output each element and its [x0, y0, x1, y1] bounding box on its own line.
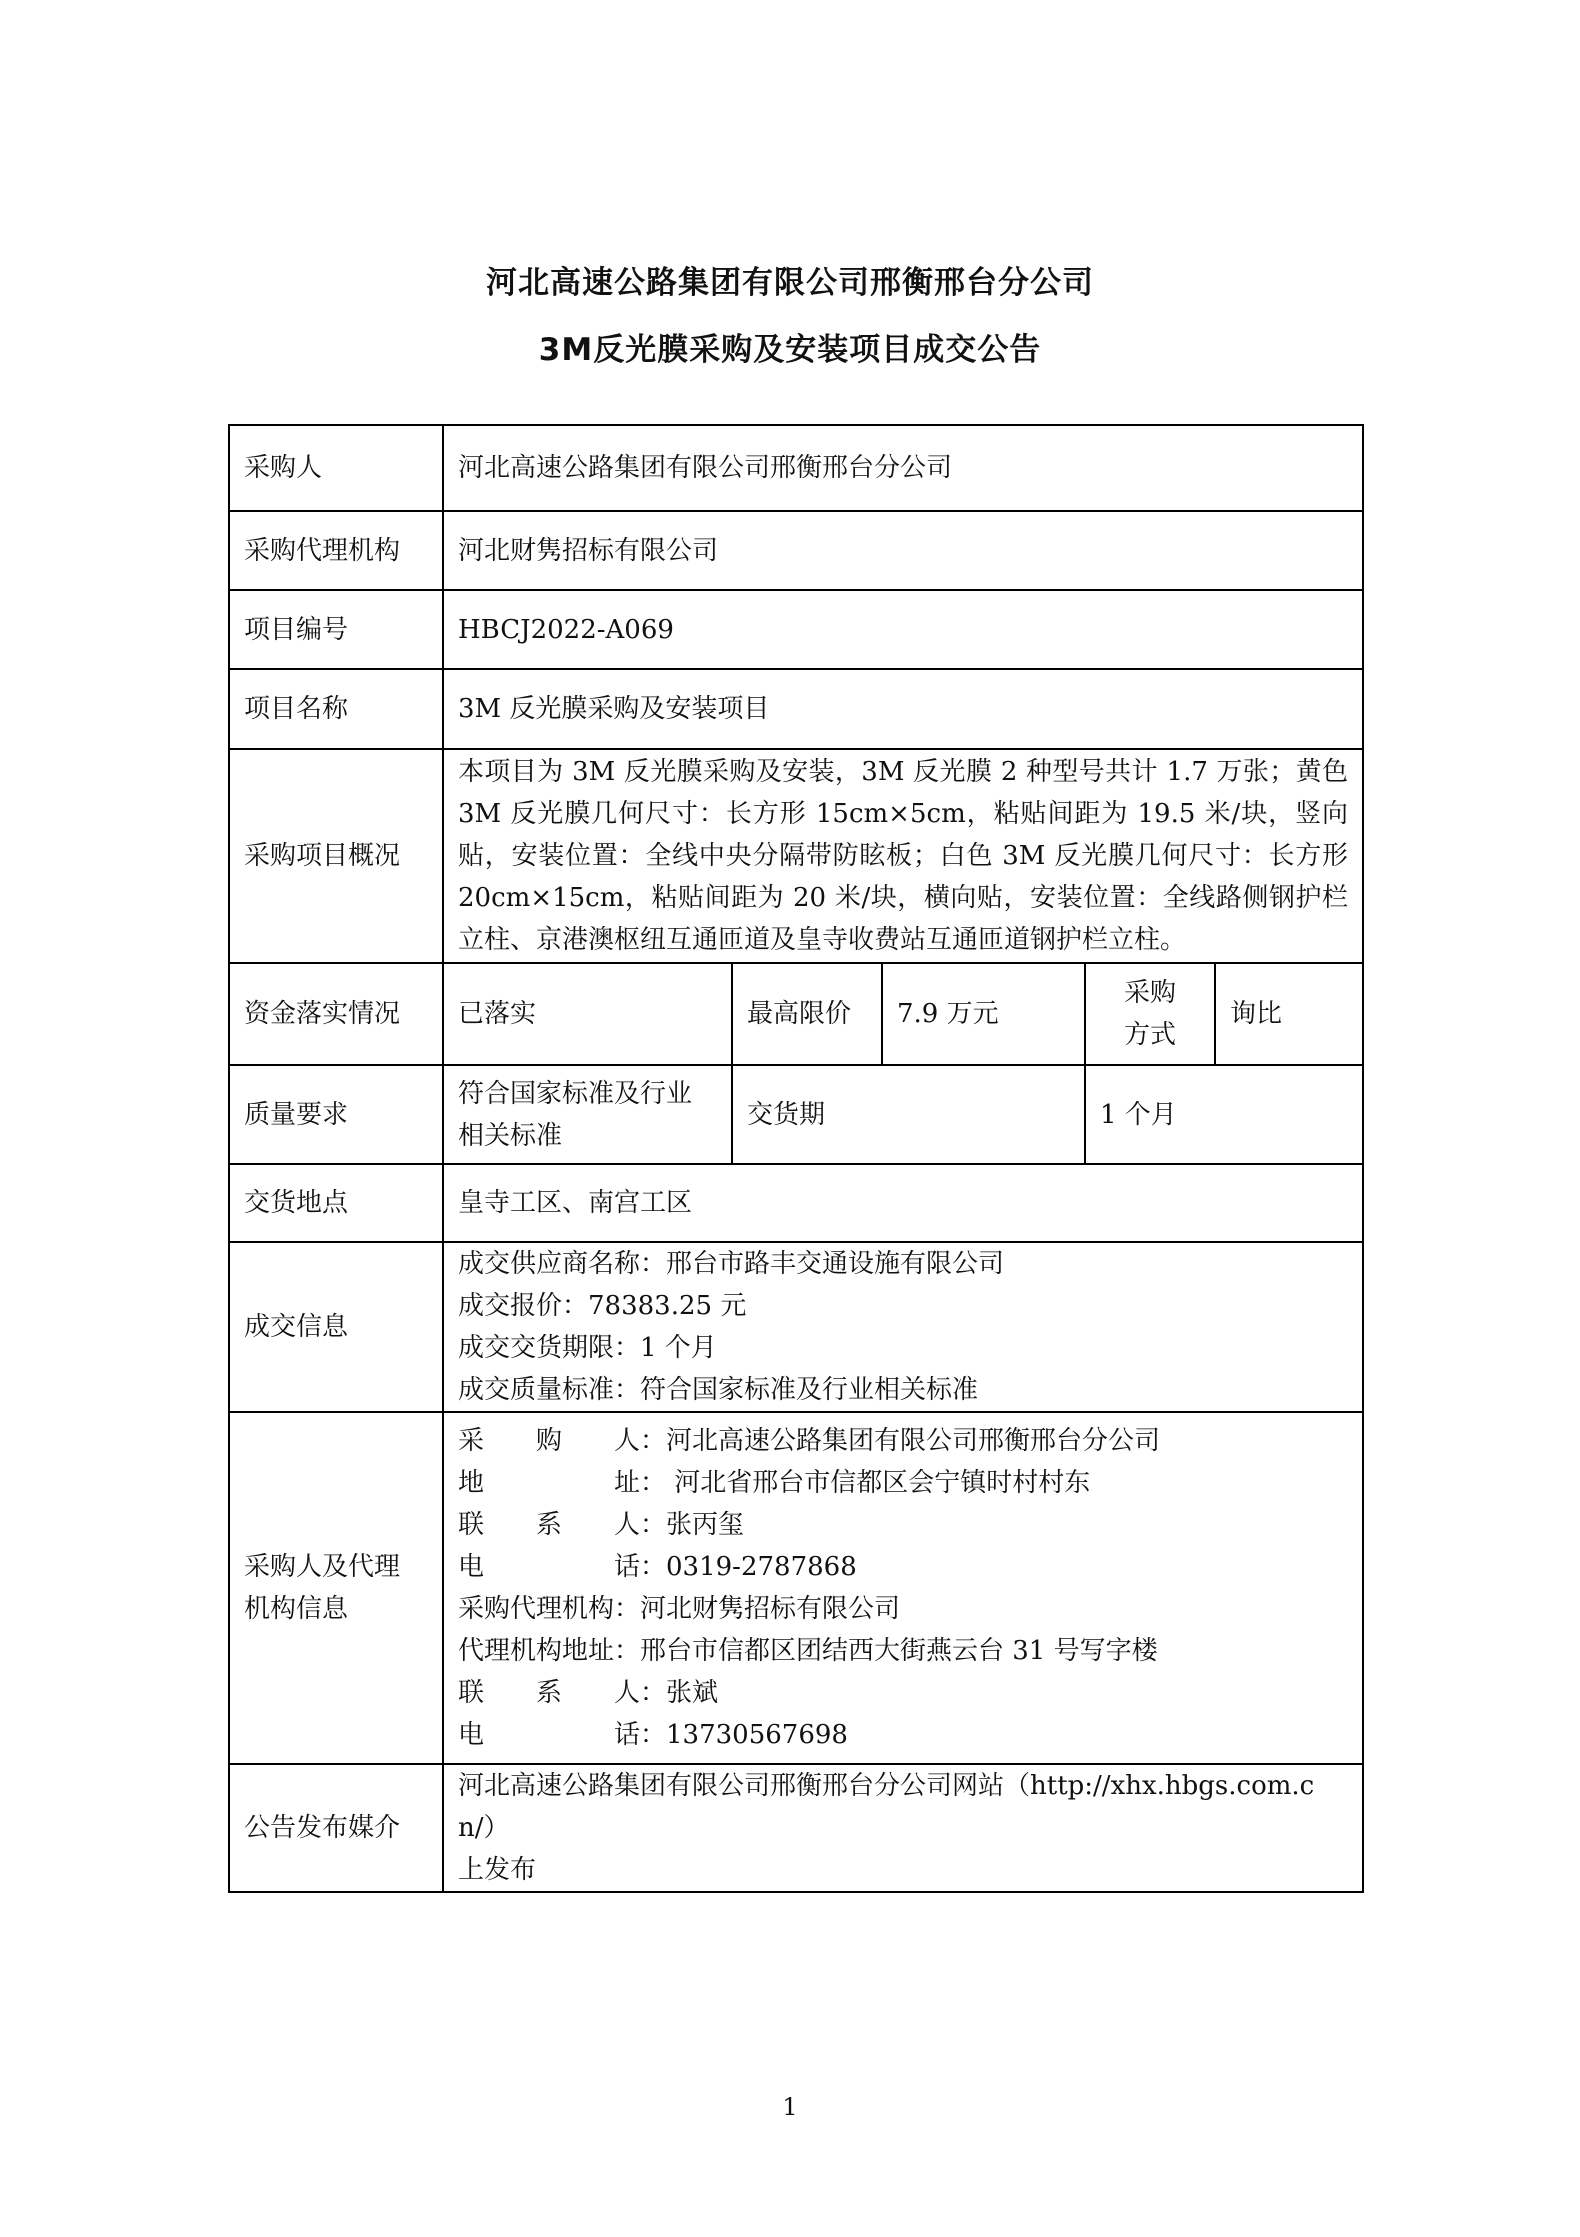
- value-agency: 河北财隽招标有限公司: [443, 511, 1363, 590]
- contact-line-address: 地 址： 河北省邢台市信都区会宁镇时村村东: [458, 1468, 1091, 1498]
- label-agency: 采购代理机构: [229, 511, 443, 590]
- title-line-1: 河北高速公路集团有限公司邢衡邢台分公司: [486, 265, 1094, 301]
- row-overview: [229, 749, 1363, 963]
- label-deal: 成交信息: [229, 1242, 443, 1412]
- contact-line-agency-person: 联 系 人：张斌: [458, 1678, 719, 1708]
- page-number: 1: [782, 2093, 798, 2121]
- row-deal: [229, 1242, 1363, 1412]
- value-media: [443, 1764, 1363, 1892]
- row-purchaser: [229, 425, 1363, 511]
- label-delivery-period: 交货期: [732, 1065, 1085, 1164]
- value-method: 询比: [1215, 963, 1363, 1065]
- media-line-2: 上发布: [458, 1855, 537, 1885]
- contact-line-purchaser: 采 购 人：河北高速公路集团有限公司邢衡邢台分公司: [458, 1426, 1161, 1456]
- label-project-name: 项目名称: [229, 669, 443, 749]
- row-agency: [229, 511, 1363, 590]
- label-media: 公告发布媒介: [229, 1764, 443, 1892]
- value-purchaser: 河北高速公路集团有限公司邢衡邢台分公司: [443, 425, 1363, 511]
- contact-line-agency: 采购代理机构：河北财隽招标有限公司: [458, 1594, 901, 1624]
- label-overview: 采购项目概况: [229, 749, 443, 963]
- value-overview: 本项目为 3M 反光膜采购及安装，3M 反光膜 2 种型号共计 1.7 万张；黄色 3M 反光膜几何尺寸：长方形 15cm×5cm，粘贴间距为 19.5 米/块，竖向贴，安装位置：全线中央分隔带防眩板；白色 3M 反光膜几何尺寸：长方形 20cm×15cm，粘贴间距为 20 米/块，横向贴，安装位置：全线路侧钢护栏立柱、京港澳枢纽互通匝道及皇寺收费站互通匝道钢护栏立柱。: [443, 749, 1363, 963]
- value-contacts: [443, 1412, 1363, 1764]
- row-delivery-place: [229, 1164, 1363, 1242]
- value-project-name: 3M 反光膜采购及安装项目: [443, 669, 1363, 749]
- row-media: [229, 1764, 1363, 1892]
- value-quality-line-1: 符合国家标准及行业: [458, 1078, 693, 1109]
- label-contacts-line-2: 机构信息: [244, 1594, 349, 1624]
- contact-line-agency-address: 代理机构地址：邢台市信都区团结西大街燕云台 31 号写字楼: [458, 1636, 1158, 1666]
- value-delivery-period: 1 个月: [1085, 1065, 1363, 1164]
- label-method: [1085, 963, 1215, 1065]
- deal-line-price: 成交报价：78383.25 元: [458, 1291, 747, 1321]
- label-contacts: [229, 1412, 443, 1764]
- media-line-1: 河北高速公路集团有限公司邢衡邢台分公司网站（http://xhx.hbgs.com.cn/）: [458, 1771, 1315, 1843]
- label-delivery-place: 交货地点: [229, 1164, 443, 1242]
- row-funding: [229, 963, 1363, 1065]
- label-method-line-2: 方式: [1123, 1020, 1176, 1050]
- row-quality: [229, 1065, 1363, 1164]
- value-delivery-place: 皇寺工区、南宫工区: [443, 1164, 1363, 1242]
- label-method-line-1: 采购: [1123, 978, 1176, 1008]
- label-funding: 资金落实情况: [229, 963, 443, 1065]
- contact-line-person: 联 系 人：张丙玺: [458, 1510, 745, 1540]
- value-quality: [443, 1065, 732, 1164]
- value-funding: 已落实: [443, 963, 732, 1065]
- label-contacts-line-1: 采购人及代理: [244, 1552, 401, 1582]
- label-quality: 质量要求: [229, 1065, 443, 1164]
- row-project-name: [229, 669, 1363, 749]
- value-max-price: 7.9 万元: [882, 963, 1085, 1065]
- label-project-no: 项目编号: [229, 590, 443, 669]
- value-project-no: HBCJ2022-A069: [443, 590, 1363, 669]
- row-contacts: [229, 1412, 1363, 1764]
- title-line-2: 3M反光膜采购及安装项目成交公告: [538, 332, 1042, 368]
- label-purchaser: 采购人: [229, 425, 443, 511]
- deal-line-quality: 成交质量标准：符合国家标准及行业相关标准: [458, 1375, 979, 1405]
- value-deal: [443, 1242, 1363, 1412]
- deal-line-supplier: 成交供应商名称：邢台市路丰交通设施有限公司: [458, 1249, 1005, 1279]
- deal-line-period: 成交交货期限：1 个月: [458, 1333, 717, 1363]
- contact-line-phone: 电 话：0319-2787868: [458, 1552, 857, 1582]
- label-max-price: 最高限价: [732, 963, 882, 1065]
- contact-line-agency-phone: 电 话：13730567698: [458, 1720, 848, 1750]
- value-quality-line-2: 相关标准: [458, 1120, 563, 1151]
- row-project-no: [229, 590, 1363, 669]
- announcement-table: [228, 424, 1364, 1893]
